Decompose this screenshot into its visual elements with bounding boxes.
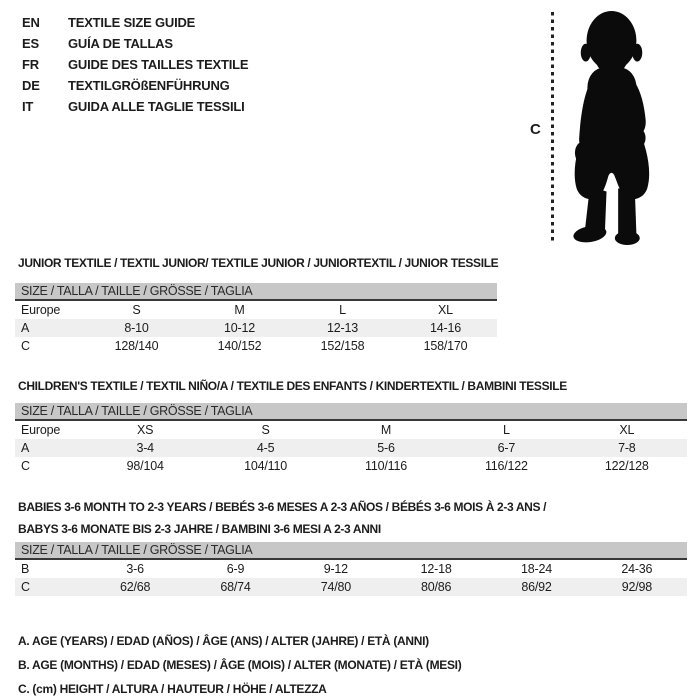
size-value-cell: XL <box>619 423 635 437</box>
language-code: DE <box>22 78 40 93</box>
language-row <box>22 54 248 75</box>
size-table <box>15 403 687 475</box>
size-value-cell: 98/104 <box>126 459 164 473</box>
row-label: A <box>21 441 30 455</box>
table-row <box>15 439 687 457</box>
language-title: GUIDA ALLE TAGLIE TESSILI <box>68 99 245 114</box>
table-row <box>15 337 497 355</box>
size-header-bar: SIZE / TALLA / TAILLE / GRÖSSE / TAGLIA <box>15 542 687 560</box>
footnote-line: A. AGE (YEARS) / EDAD (AÑOS) / ÂGE (ANS) / ALTER (JAHRE) / ETÀ (ANNI) <box>18 634 429 648</box>
size-value-cell: 3-6 <box>126 562 144 576</box>
size-value-cell: 128/140 <box>114 339 159 353</box>
row-label: C <box>21 459 30 473</box>
size-value-cell: 104/110 <box>244 459 288 473</box>
language-row <box>22 96 248 117</box>
table-row <box>15 319 497 337</box>
size-value-cell: 7-8 <box>618 441 636 455</box>
size-value-cell: 92/98 <box>621 580 652 594</box>
measure-c-label: C <box>530 121 541 138</box>
size-header-bar: SIZE / TALLA / TAILLE / GRÖSSE / TAGLIA <box>15 283 497 301</box>
table-row <box>15 301 497 319</box>
language-title: TEXTILE SIZE GUIDE <box>68 15 196 30</box>
toddler-silhouette-icon <box>560 8 668 246</box>
language-row <box>22 75 248 96</box>
row-label: Europe <box>21 303 61 317</box>
size-value-cell: 74/80 <box>320 580 351 594</box>
section-title-line: JUNIOR TEXTILE / TEXTIL JUNIOR/ TEXTILE JUNIOR / JUNIORTEXTIL / JUNIOR TESSILE <box>18 256 499 270</box>
row-label: C <box>21 580 30 594</box>
language-code: EN <box>22 15 40 30</box>
size-value-cell: 80/86 <box>421 580 452 594</box>
size-value-cell: M <box>380 423 392 437</box>
size-value-cell: 6-7 <box>497 441 516 455</box>
size-value-cell: 122/128 <box>604 459 649 473</box>
size-value-cell: 12-13 <box>327 321 358 335</box>
size-value-cell: 68/74 <box>220 580 251 594</box>
section-title <box>18 496 546 540</box>
row-label: Europe <box>21 423 61 437</box>
size-header-bar: SIZE / TALLA / TAILLE / GRÖSSE / TAGLIA <box>15 403 687 421</box>
size-value-cell: 152/158 <box>320 339 365 353</box>
size-value-cell: 18-24 <box>521 562 552 576</box>
language-title: TEXTILGRÖßENFÜHRUNG <box>68 78 230 93</box>
size-value-cell: M <box>234 303 245 317</box>
size-value-cell: 3-4 <box>136 441 154 455</box>
height-measure-dotted-line <box>551 12 554 242</box>
section-title <box>18 375 567 397</box>
footnotes <box>18 629 461 700</box>
size-value-cell: S <box>261 423 270 437</box>
language-list <box>22 12 248 117</box>
language-row <box>22 12 248 33</box>
table-row <box>15 457 687 475</box>
size-value-cell: 8-10 <box>124 321 149 335</box>
size-value-cell: 5-6 <box>377 441 395 455</box>
language-code: FR <box>22 57 39 72</box>
size-value-cell: 4-5 <box>256 441 275 455</box>
size-value-cell: XL <box>438 303 453 317</box>
size-table <box>15 542 687 596</box>
row-label: B <box>21 562 30 576</box>
table-row <box>15 560 687 578</box>
size-table <box>15 283 497 355</box>
size-value-cell: 158/170 <box>423 339 468 353</box>
language-code: IT <box>22 99 34 114</box>
size-value-cell: 24-36 <box>621 562 653 576</box>
size-value-cell: 14-16 <box>430 321 461 335</box>
size-value-cell: 110/116 <box>365 459 407 473</box>
table-row <box>15 578 687 596</box>
section-title-line: BABIES 3-6 MONTH TO 2-3 YEARS / BEBÉS 3-6 MESES A 2-3 AÑOS / BÉBÉS 3-6 MOIS À 2-3 ANS / <box>18 500 547 514</box>
size-value-cell: 10-12 <box>224 321 255 335</box>
section-title-line: CHILDREN'S TEXTILE / TEXTIL NIÑO/A / TEXTILE DES ENFANTS / KINDERTEXTIL / BAMBINI TESSILE <box>18 379 567 393</box>
footnote-line: B. AGE (MONTHS) / EDAD (MESES) / ÂGE (MOIS) / ALTER (MONATE) / ETÀ (MESI) <box>18 658 462 672</box>
size-value-cell: 9-12 <box>323 562 348 576</box>
table-row <box>15 421 687 439</box>
section-title-line: BABYS 3-6 MONATE BIS 2-3 JAHRE / BAMBINI 3-6 MESI A 2-3 ANNI <box>18 522 381 536</box>
size-value-cell: 86/92 <box>521 580 552 594</box>
size-value-cell: 116/122 <box>484 459 528 473</box>
language-code: ES <box>22 36 39 51</box>
size-value-cell: L <box>503 423 510 437</box>
language-row <box>22 33 248 54</box>
size-value-cell: XS <box>137 423 154 437</box>
row-label: C <box>21 339 30 353</box>
language-title: GUIDE DES TAILLES TEXTILE <box>68 57 249 72</box>
footnote-line: C. (cm) HEIGHT / ALTURA / HAUTEUR / HÖHE / ALTEZZA <box>18 682 327 696</box>
size-value-cell: 62/68 <box>120 580 151 594</box>
row-label: A <box>21 321 30 335</box>
size-value-cell: 12-18 <box>420 562 452 576</box>
size-value-cell: S <box>132 303 141 317</box>
size-value-cell: L <box>339 303 346 317</box>
section-title <box>18 252 498 274</box>
size-value-cell: 6-9 <box>226 562 245 576</box>
language-title: GUÍA DE TALLAS <box>68 36 173 51</box>
size-value-cell: 140/152 <box>217 339 262 353</box>
